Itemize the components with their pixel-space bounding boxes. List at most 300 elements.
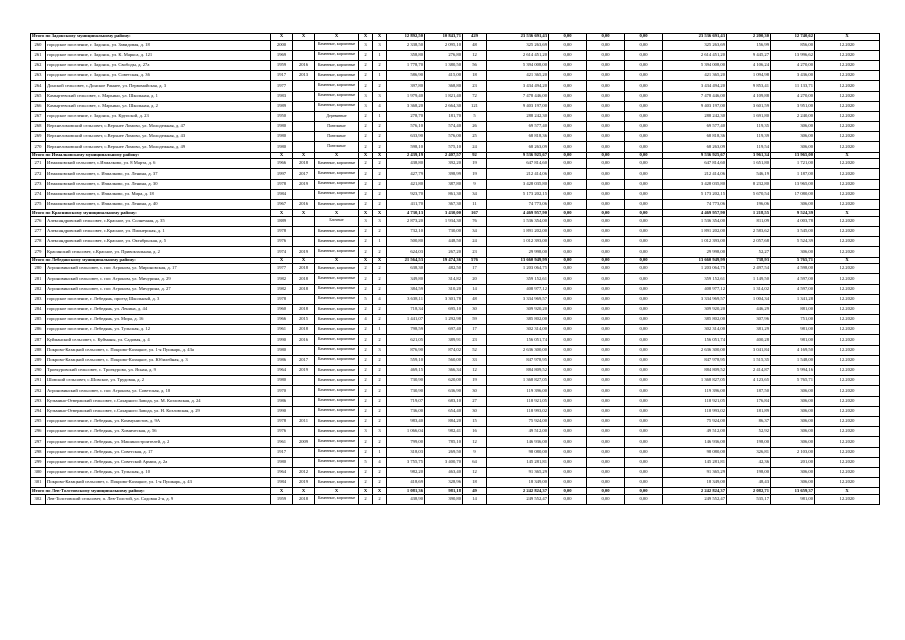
year-built-cell: 1976 [271,427,293,437]
cost-per-m2-cell: 198,00 [727,467,771,477]
repair-cost-cell: 5 173 202,15 [487,189,549,199]
floors-cell: 2 [359,494,373,504]
owners-cost-cell: 1 368 827,05 [663,376,727,386]
cost-per-m2-cell: 1 149,50 [727,274,771,284]
living-area-cell: 367,30 [425,200,463,210]
row-number: 286 [31,325,46,335]
total-area-cell: 427,79 [387,169,425,179]
table-row [31,189,880,199]
deadline-cell: 12.2020 [815,71,880,81]
living-area-cell: 482,50 [425,264,463,274]
table-row [31,427,880,437]
address-cell: городское поселение, г. Задонск, ул. Крупской, д. 23 [46,111,271,121]
budget-cost-cell: 0,00 [587,416,625,426]
floors-cell: 2 [359,447,373,457]
limit-cost-cell: 13 659,37 [771,488,815,495]
address-cell: Камыртевский сельсовет, с. Марьино, ул. Школьная, д. 1 [46,91,271,101]
address-cell: городское поселение, г. Лебедянь, ул. Химическая, д. 56 [46,427,271,437]
floors-cell: X [359,488,373,495]
fund-cost-cell: 0,00 [549,437,587,447]
year-renovated-cell [293,216,315,226]
year-renovated-cell: X [293,257,315,264]
cost-per-m2-cell: 1 515,35 [727,355,771,365]
deadline-cell: 12.2020 [815,345,880,355]
deadline-cell: 12.2020 [815,406,880,416]
row-number: 266 [31,101,46,111]
repair-cost-cell: 1 891 202,00 [487,226,549,236]
residents-cell: 12 [463,366,487,376]
residents-cell: 11 [463,200,487,210]
year-renovated-cell: X [293,152,315,159]
year-renovated-cell: 2017 [293,355,315,365]
row-number: 279 [31,247,46,257]
year-built-cell: 2000 [271,40,293,50]
fund-cost-cell: 0,00 [549,237,587,247]
wall-material-cell: Каменные, кирпичные [315,247,359,257]
address-cell: Агроновинский сельсовет, с. пос Агроном, ул. Мироновская, д. 17 [46,264,271,274]
total-area-cell: 719,07 [387,396,425,406]
wall-material-cell: Каменные, кирпичные [315,437,359,447]
wall-material-cell: Каменные, кирпичные [315,60,359,70]
floors-cell: 2 [359,284,373,294]
fund-cost-cell: 0,00 [549,179,587,189]
limit-cost-cell: 11 133,71 [771,81,815,91]
table-row [31,200,880,210]
address-cell: Александровский сельсовет, с.Красное, ул. Октябрьская, д. 5 [46,237,271,247]
local-cost-cell: 0,00 [625,142,663,152]
cost-per-m2-cell: 187,50 [727,386,771,396]
deadline-cell: 12.2020 [815,101,880,111]
total-area-cell: 730,90 [387,386,425,396]
entrances-cell: 1 [373,50,387,60]
deadline-cell: 12.2020 [815,91,880,101]
cost-per-m2-cell: 119,54 [727,142,771,152]
owners-cost-cell: 3 334 969,57 [663,294,727,304]
wall-material-cell: Каменные, кирпичные [315,345,359,355]
repair-cost-cell: 1 203 064,75 [487,264,549,274]
local-cost-cell: 0,00 [625,315,663,325]
floors-cell: 4 [359,315,373,325]
wall-material-cell: Каменные, кирпичные [315,237,359,247]
entrances-cell: 1 [373,325,387,335]
row-number: 301 [31,478,46,488]
year-renovated-cell: 2019 [293,366,315,376]
budget-cost-cell: 0,00 [587,142,625,152]
living-area-cell: 314,82 [425,274,463,284]
year-renovated-cell: X [293,210,315,217]
owners-cost-cell: 884 809,52 [663,366,727,376]
cost-per-m2-cell: 1 691,80 [727,111,771,121]
address-cell: городское поселение, г. Лебедянь, ул. Советской Армии, д. 2а [46,457,271,467]
table-row [31,447,880,457]
cost-per-m2-cell: 1 651,80 [727,159,771,169]
year-built-cell: 1950 [271,111,293,121]
cost-per-m2-cell: 3 601,59 [727,101,771,111]
local-cost-cell: 0,00 [625,284,663,294]
residents-cell: 9 [463,179,487,189]
residents-cell: 18 [463,478,487,488]
deadline-cell: 12.2020 [815,366,880,376]
row-number: 292 [31,386,46,396]
year-built-cell: 1986 [271,396,293,406]
wall-material-cell: Каменные, кирпичные [315,169,359,179]
owners-cost-cell: 2 242 824,37 [663,488,727,495]
floors-cell: 2 [359,416,373,426]
wall-material-cell: Панельные [315,132,359,142]
year-renovated-cell: 2019 [293,478,315,488]
year-renovated-cell: 2012 [293,467,315,477]
table-row [31,111,880,121]
entrances-cell: 1 [373,111,387,121]
row-number: 300 [31,467,46,477]
limit-cost-cell: 1 341,28 [771,294,815,304]
row-number: 288 [31,345,46,355]
year-renovated-cell [293,345,315,355]
owners-cost-cell: 13 660 949,99 [663,257,727,264]
fund-cost-cell: 0,00 [549,345,587,355]
fund-cost-cell: 0,00 [549,335,587,345]
total-area-cell: 621,05 [387,335,425,345]
entrances-cell: 4 [373,101,387,111]
year-renovated-cell: 2018 [293,325,315,335]
entrances-cell: 2 [373,416,387,426]
address-cell: городское поселение, г. Задонск, ул. Завидовая, д. 18 [46,40,271,50]
residents-cell: 121 [463,101,487,111]
repair-cost-cell: 2 636 300,00 [487,345,549,355]
residents-cell: 14 [463,494,487,504]
district-total-row [31,210,880,217]
floors-cell: 2 [359,200,373,210]
local-cost-cell: 0,00 [625,304,663,314]
table-row [31,335,880,345]
year-renovated-cell [293,226,315,236]
limit-cost-cell: 306,00 [771,247,815,257]
fund-cost-cell: 0,00 [549,152,587,159]
floors-cell: 2 [359,467,373,477]
deadline-cell: 12.2020 [815,494,880,504]
budget-cost-cell: 0,00 [587,132,625,142]
fund-cost-cell: 0,00 [549,81,587,91]
budget-cost-cell: 0,00 [587,325,625,335]
living-area-cell: 448,50 [425,237,463,247]
address-cell: Донской сельсовет, с.Донское Раннее, ул. Первомайская, д. 3 [46,81,271,91]
owners-cost-cell: 421 365,20 [663,71,727,81]
residents-cell: 17 [463,325,487,335]
row-number: 278 [31,237,46,247]
year-built-cell: X [271,257,293,264]
row-number: 294 [31,406,46,416]
deadline-cell: 12.2020 [815,159,880,169]
budget-cost-cell: 0,00 [587,200,625,210]
repair-cost-cell: 74 773,06 [487,200,549,210]
floors-cell: 3 [359,216,373,226]
owners-cost-cell: 23 536 691,43 [663,34,727,41]
floors-cell: 2 [359,189,373,199]
deadline-cell: 12.2020 [815,40,880,50]
year-renovated-cell [293,294,315,304]
table-row [31,237,880,247]
address-cell: Покрово-Казацкий сельсовет, с. Покрово-Казацкое, ул. Юбилейная, д. 3 [46,355,271,365]
total-area-cell: 732,10 [387,226,425,236]
wall-material-cell: Каменные, кирпичные [315,264,359,274]
living-area-cell: 874,02 [425,345,463,355]
limit-cost-cell: 9 524,39 [771,210,815,217]
deadline-cell: 12.2020 [815,325,880,335]
owners-cost-cell: 29 998,00 [663,247,727,257]
table-row [31,478,880,488]
table-row [31,159,880,169]
row-number: 302 [31,494,46,504]
address-cell: городское поселение, г. Лебедянь, ул. Советская, д. 17 [46,447,271,457]
local-cost-cell: 0,00 [625,34,663,41]
address-cell: городское поселение, г. Лебедянь, ул. Ленина, д. 44 [46,304,271,314]
year-renovated-cell [293,396,315,406]
owners-cost-cell: 249 552,47 [663,494,727,504]
living-area-cell: 1 934,30 [425,216,463,226]
limit-cost-cell: 12 740,62 [771,34,815,41]
floors-cell: 3 [359,40,373,50]
entrances-cell: 2 [373,264,387,274]
year-renovated-cell: 2018 [293,264,315,274]
local-cost-cell: 0,00 [625,406,663,416]
entrances-cell: 3 [373,345,387,355]
row-number: 297 [31,437,46,447]
cost-per-m2-cell: 3 961,34 [727,152,771,159]
wall-material-cell: Каменные, кирпичные [315,376,359,386]
budget-cost-cell: 0,00 [587,179,625,189]
total-area-cell: 633,90 [387,132,425,142]
living-area-cell: 2 407,57 [425,152,463,159]
repair-cost-cell: 847 978,95 [487,355,549,365]
living-area-cell: 276,80 [425,50,463,60]
total-area-cell: 3 755,75 [387,457,425,467]
limit-cost-cell: 13 965,00 [771,152,815,159]
row-number: 273 [31,179,46,189]
living-area-cell: 785,10 [425,437,463,447]
total-area-cell: 384,59 [387,284,425,294]
repair-cost-cell: 29 998,00 [487,247,549,257]
wall-material-cell: X [315,488,359,495]
address-cell: Верхнеломовский сельсовет, с.Верхнее Ломово, ул. Молодежная, д. 49 [46,142,271,152]
entrances-cell: 2 [373,396,387,406]
wall-material-cell: Каменные, кирпичные [315,274,359,284]
local-cost-cell: 0,00 [625,237,663,247]
total-area-cell: 1 081,36 [387,488,425,495]
owners-cost-cell: 408 977,12 [663,284,727,294]
deadline-cell: 12.2020 [815,60,880,70]
cost-per-m2-cell: 4 123,65 [727,376,771,386]
living-area-cell: 10 843,71 [425,34,463,41]
repair-cost-cell: 118 921,05 [487,396,549,406]
owners-cost-cell: 1 891 202,00 [663,226,727,236]
row-number: 282 [31,284,46,294]
living-area-cell: 269,50 [425,447,463,457]
cost-per-m2-cell: 1 004,34 [727,294,771,304]
total-area-cell: 598,10 [387,142,425,152]
total-area-cell: 418,69 [387,478,425,488]
repair-cost-cell: 1 536 354,00 [487,216,549,226]
floors-cell: 2 [359,81,373,91]
living-area-cell: 392,20 [425,159,463,169]
repair-cost-cell: 68 263,09 [487,142,549,152]
year-built-cell: 1980 [271,132,293,142]
address-cell: Александровский сельсовет, с.Красное, ул. Солнечная, д. 35 [46,216,271,226]
cost-per-m2-cell: 52,92 [727,427,771,437]
cost-per-m2-cell: 381,29 [727,325,771,335]
budget-cost-cell: 0,00 [587,226,625,236]
entrances-cell: 2 [373,284,387,294]
fund-cost-cell: 0,00 [549,142,587,152]
floors-cell: 3 [359,91,373,101]
deadline-cell: 12.2020 [815,237,880,247]
year-renovated-cell: 2016 [293,200,315,210]
entrances-cell: 1 [373,447,387,457]
limit-cost-cell: 306,00 [771,478,815,488]
deadline-cell: 12.2020 [815,189,880,199]
row-number: 275 [31,200,46,210]
floors-cell: X [359,152,373,159]
limit-cost-cell: 4 169,50 [771,345,815,355]
local-cost-cell: 0,00 [625,50,663,60]
row-number: 285 [31,315,46,325]
total-area-cell: 21 564,53 [387,257,425,264]
cost-per-m2-cell: 4 109,88 [727,91,771,101]
repair-cost-cell: 156 051,74 [487,335,549,345]
repair-cost-cell: 3 434 494,20 [487,81,549,91]
fund-cost-cell: 0,00 [549,247,587,257]
owners-cost-cell: 385 802,00 [663,315,727,325]
cost-per-m2-cell: 2 414,87 [727,366,771,376]
living-area-cell: 1 380,50 [425,60,463,70]
district-total-label: Итого по Лебедянскому муниципальному району: [31,257,271,264]
repair-cost-cell: 1 368 827,05 [487,376,549,386]
local-cost-cell: 0,00 [625,40,663,50]
deadline-cell: 12.2020 [815,81,880,91]
living-area-cell: 3 301,78 [425,294,463,304]
year-built-cell: 1982 [271,284,293,294]
cost-per-m2-cell: 8 232,80 [727,179,771,189]
year-renovated-cell [293,376,315,386]
table-row [31,294,880,304]
district-total-label: Итого по Измалковскому муниципальному району: [31,152,271,159]
owners-cost-cell: 68 818,36 [663,132,727,142]
floors-cell: 2 [359,406,373,416]
total-area-cell: 2 338,50 [387,40,425,50]
year-renovated-cell: 2015 [293,315,315,325]
wall-material-cell: Каменные, кирпичные [315,467,359,477]
repair-cost-cell: 5 394 008,00 [487,60,549,70]
year-built-cell: 1983 [271,91,293,101]
entrances-cell: 2 [373,142,387,152]
year-renovated-cell: 2018 [293,274,315,284]
limit-cost-cell: 4 270,00 [771,91,815,101]
row-number: 291 [31,376,46,386]
cost-per-m2-cell: 1 314,02 [727,284,771,294]
floors-cell: X [359,210,373,217]
owners-cost-cell: 1 203 064,75 [663,264,727,274]
owners-cost-cell: 118 993,02 [663,406,727,416]
floors-cell: 2 [359,226,373,236]
local-cost-cell: 0,00 [625,91,663,101]
floors-cell: 2 [359,437,373,447]
residents-cell: 12 [463,50,487,60]
entrances-cell: 2 [373,132,387,142]
row-number: 289 [31,355,46,365]
table-row [31,467,880,477]
budget-cost-cell: 0,00 [587,447,625,457]
entrances-cell: 2 [373,386,387,396]
owners-cost-cell: 75 924,00 [663,416,727,426]
residents-cell: 27 [463,396,487,406]
row-number: 264 [31,81,46,91]
repair-cost-cell: 75 924,00 [487,416,549,426]
fund-cost-cell: 0,00 [549,376,587,386]
table-row [31,50,880,60]
address-cell: городское поселение, г. Задонск, ул. Свободы, д. 27а [46,60,271,70]
budget-cost-cell: 0,00 [587,189,625,199]
owners-cost-cell: 359 152,61 [663,274,727,284]
entrances-cell: 4 [373,294,387,304]
budget-cost-cell: 0,00 [587,355,625,365]
entrances-cell: 1 [373,71,387,81]
local-cost-cell: 0,00 [625,210,663,217]
entrances-cell: 3 [373,40,387,50]
address-cell: Измалковский сельсовет, с. Измалково, ул. Ленина, д. 30 [46,179,271,189]
fund-cost-cell: 0,00 [549,457,587,467]
year-renovated-cell: X [293,34,315,41]
year-renovated-cell [293,101,315,111]
cost-per-m2-cell: 48,43 [727,478,771,488]
residents-cell: 76 [463,216,487,226]
year-renovated-cell [293,427,315,437]
wall-material-cell: Панельные [315,122,359,132]
wall-material-cell: Каменные, кирпичные [315,406,359,416]
table-row [31,437,880,447]
wall-material-cell: Каменные, кирпичные [315,50,359,60]
row-number: 298 [31,447,46,457]
owners-cost-cell: 1 536 354,00 [663,216,727,226]
year-renovated-cell: 2016 [293,60,315,70]
repair-cost-cell: 91 365,29 [487,467,549,477]
wall-material-cell: Каменные, кирпичные [315,200,359,210]
budget-cost-cell: 0,00 [587,40,625,50]
year-renovated-cell [293,111,315,121]
fund-cost-cell: 0,00 [549,60,587,70]
fund-cost-cell: 0,00 [549,284,587,294]
budget-cost-cell: 0,00 [587,406,625,416]
year-built-cell: 1964 [271,467,293,477]
owners-cost-cell: 4 469 957,90 [663,210,727,217]
limit-cost-cell: 3 545,00 [771,226,815,236]
year-renovated-cell [293,189,315,199]
limit-cost-cell: 2 240,00 [771,111,815,121]
repair-cost-cell: 13 660 949,99 [487,257,549,264]
address-cell: Агроновинский сельсовет, с. пос Агроном, ул. Мичурина, д. 27 [46,284,271,294]
wall-material-cell: Каменные, кирпичные [315,396,359,406]
floors-cell: 2 [359,179,373,189]
year-renovated-cell [293,132,315,142]
residents-cell: 56 [463,60,487,70]
address-cell: Измалковский сельсовет, с.Измалково, ул. 8 Марта, д. 6 [46,159,271,169]
table-row [31,396,880,406]
owners-cost-cell: 9 403 197,00 [663,101,727,111]
fund-cost-cell: 0,00 [549,169,587,179]
limit-cost-cell: 751,00 [771,315,815,325]
wall-material-cell: X [315,34,359,41]
budget-cost-cell: 0,00 [587,247,625,257]
year-built-cell: 1980 [271,345,293,355]
address-cell: Александровский сельсовет, с.Красное, ул. Пионерская, д. 1 [46,226,271,236]
